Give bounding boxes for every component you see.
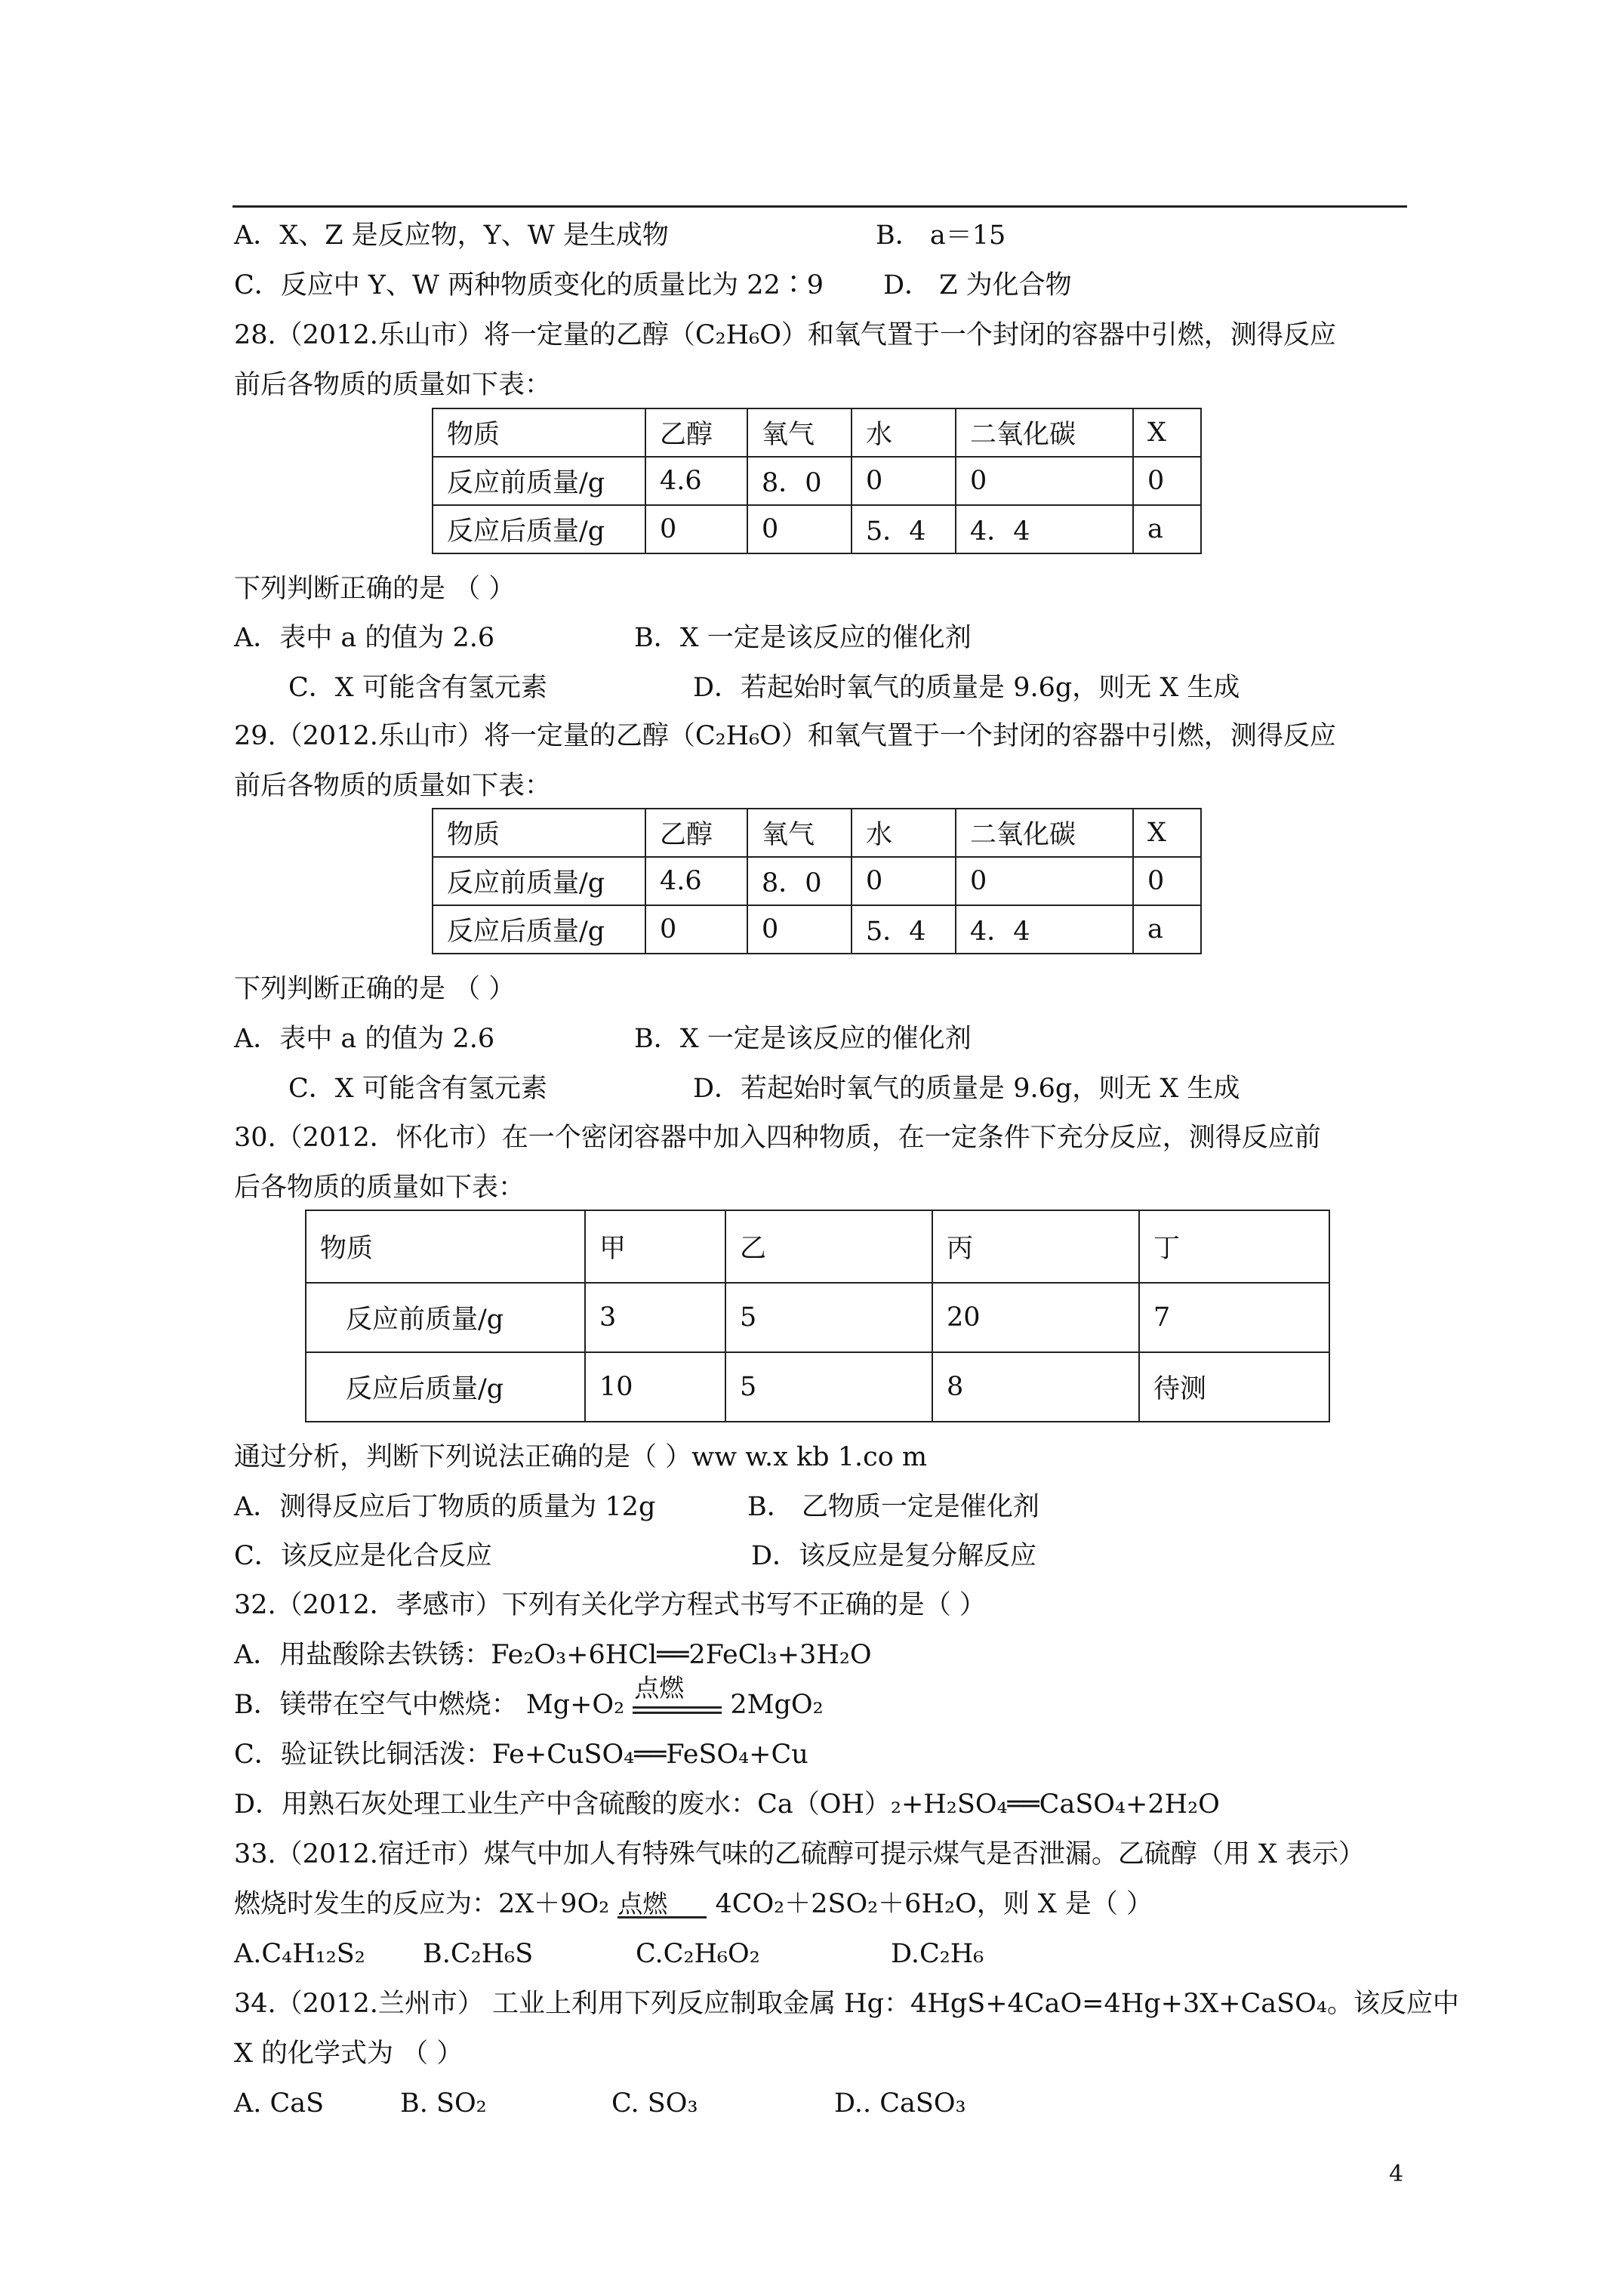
table-row (433, 505, 1201, 553)
q30-stem-line1: 30.（2012．怀化市）在一个密闭容器中加入四种物质，在一定条件下充分反应，测得反应前 (234, 1123, 1321, 1153)
q28-option-a: A．表中 a 的值为 2.6 (234, 623, 495, 653)
table-cell: 0 (956, 457, 1133, 505)
table-cell: 4.6 (645, 857, 747, 905)
q33-option-c: C.C₂H₆O₂ (636, 1939, 760, 1969)
table-row (433, 457, 1201, 505)
table-row (306, 1210, 1329, 1283)
q27-option-a: A．X、Z 是反应物，Y、W 是生成物 (234, 220, 669, 251)
q32-option-b-right: 2MgO₂ (722, 1690, 824, 1720)
table-cell: 乙醇 (645, 408, 747, 457)
table-cell: 物质 (433, 809, 645, 857)
table-cell: 5．4 (852, 505, 956, 553)
q34-stem-line1: 34.（2012.兰州市） 工业上利用下列反应制取金属 Hg：4HgS+4CaO=4Hg+3X+CaSO₄。该反应中 (234, 1989, 1459, 2019)
q32-option-a: A．用盐酸除去铁锈：Fe₂O₃+6HCl══2FeCl₃+3H₂O (234, 1640, 872, 1670)
q29-option-c: C．X 可能含有氢元素 (288, 1074, 547, 1104)
table-cell: 反应前质量/g (433, 457, 645, 505)
table-cell: 4．4 (956, 905, 1133, 954)
table-cell: 0 (852, 457, 956, 505)
q32-option-b (234, 1673, 824, 1721)
table-cell: 8．0 (747, 457, 852, 505)
table-row (306, 1283, 1329, 1352)
q28-table (432, 408, 1202, 554)
table-cell: 3 (585, 1283, 725, 1352)
table-cell: 10 (585, 1352, 725, 1422)
table-cell: 0 (1133, 857, 1201, 905)
table-row (433, 809, 1201, 857)
table-cell: 8．0 (747, 857, 852, 905)
q33-stem-left: 燃烧时发生的反应为：2X＋9O₂ (234, 1889, 618, 1919)
q28-stem-line2: 前后各物质的质量如下表： (234, 370, 552, 400)
ignite-condition-sign (633, 1673, 722, 1721)
table-cell: 0 (645, 905, 747, 954)
q29-stem-line2: 前后各物质的质量如下表： (234, 771, 552, 801)
table-cell: 丁 (1139, 1210, 1329, 1283)
table-cell: X (1133, 408, 1201, 457)
q28-stem-line1: 28.（2012.乐山市）将一定量的乙醇（C₂H₆O）和氧气置于一个封闭的容器中引燃，测得反应 (234, 320, 1336, 350)
table-cell: 0 (747, 905, 852, 954)
table-cell: 20 (932, 1283, 1139, 1352)
q33-option-d: D.C₂H₆ (891, 1939, 984, 1969)
q30-option-c: C．该反应是化合反应 (234, 1541, 492, 1571)
table-cell: 8 (932, 1352, 1139, 1422)
q30-option-b: B． 乙物质一定是催化剂 (747, 1492, 1039, 1522)
header-rule (233, 205, 1407, 208)
table-cell: 二氧化碳 (956, 809, 1133, 857)
q32-stem: 32.（2012．孝感市）下列有关化学方程式书写不正确的是（ ） (234, 1590, 986, 1620)
table-row (306, 1352, 1329, 1422)
q33-stem-line2 (234, 1888, 1153, 1921)
q32-option-b-left: B．镁带在空气中燃烧： Mg+O₂ (234, 1690, 633, 1720)
q29-prompt: 下列判断正确的是 （ ） (234, 974, 516, 1004)
table-cell: 0 (1133, 457, 1201, 505)
q30-prompt: 通过分析，判断下列说法正确的是（ ）ww w.x kb 1.co m (234, 1442, 928, 1472)
table-cell: 甲 (585, 1210, 725, 1283)
q27-option-c: C．反应中 Y、W 两种物质变化的质量比为 22∶9 (234, 270, 824, 300)
table-cell: 5 (725, 1352, 932, 1422)
q34-option-b: B. SO₂ (400, 2088, 487, 2119)
q32-option-d: D．用熟石灰处理工业生产中含硫酸的废水：Ca（OH）₂+H₂SO₄══CaSO₄+2H₂O (234, 1789, 1220, 1820)
q28-option-b: B．X 一定是该反应的催化剂 (634, 623, 972, 653)
q33-stem-right: 4CO₂＋2SO₂＋6H₂O，则 X 是（ ） (707, 1889, 1153, 1919)
table-cell: 反应后质量/g (306, 1352, 585, 1422)
q29-option-d: D．若起始时氧气的质量是 9.6g，则无 X 生成 (693, 1074, 1240, 1104)
q34-stem-line2: X 的化学式为 （ ） (234, 2039, 463, 2069)
table-cell: 乙 (725, 1210, 932, 1283)
q33-stem-line1: 33.（2012.宿迁市）煤气中加人有特殊气味的乙硫醇可提示煤气是否泄漏。乙硫醇（用 X 表示） (234, 1839, 1366, 1869)
table-cell: 反应后质量/g (433, 505, 645, 553)
q29-table (432, 808, 1202, 954)
table-cell: 水 (852, 809, 956, 857)
table-cell: a (1133, 505, 1201, 553)
table-cell: 丙 (932, 1210, 1139, 1283)
table-cell: 0 (852, 857, 956, 905)
q30-option-a: A．测得反应后丁物质的质量为 12g (234, 1492, 656, 1522)
q27-option-b: B． a＝15 (876, 220, 1006, 251)
table-row (433, 857, 1201, 905)
table-cell: 0 (645, 505, 747, 553)
q29-option-b: B．X 一定是该反应的催化剂 (634, 1024, 972, 1054)
table-cell: 4．4 (956, 505, 1133, 553)
table-row (433, 408, 1201, 457)
page-number: 4 (1389, 2161, 1404, 2187)
ignite-label: 点燃 (634, 1673, 685, 1703)
table-cell: 二氧化碳 (956, 408, 1133, 457)
q30-option-d: D．该反应是复分解反应 (751, 1541, 1037, 1571)
table-cell: 待测 (1139, 1352, 1329, 1422)
table-cell: 反应前质量/g (306, 1283, 585, 1352)
table-cell: a (1133, 905, 1201, 954)
q28-prompt: 下列判断正确的是 （ ） (234, 574, 516, 604)
table-cell: 反应前质量/g (433, 857, 645, 905)
table-cell: 物质 (306, 1210, 585, 1283)
table-cell: 物质 (433, 408, 645, 457)
q27-option-d: D． Z 为化合物 (883, 270, 1072, 300)
table-cell: 反应后质量/g (433, 905, 645, 954)
table-cell: 氧气 (747, 809, 852, 857)
q33-option-b: B.C₂H₆S (423, 1939, 534, 1969)
q30-table (305, 1210, 1330, 1422)
q34-option-a: A. CaS (234, 2088, 325, 2119)
table-cell: 乙醇 (645, 809, 747, 857)
table-cell: 7 (1139, 1283, 1329, 1352)
q29-option-a: A．表中 a 的值为 2.6 (234, 1024, 495, 1054)
q30-stem-line2: 后各物质的质量如下表： (234, 1173, 525, 1203)
table-cell: 水 (852, 408, 956, 457)
table-cell: 氧气 (747, 408, 852, 457)
q28-option-d: D．若起始时氧气的质量是 9.6g，则无 X 生成 (693, 673, 1240, 703)
q34-option-c: C. SO₃ (611, 2088, 698, 2119)
ignite-condition-underline (617, 1888, 707, 1921)
q29-stem-line1: 29.（2012.乐山市）将一定量的乙醇（C₂H₆O）和氧气置于一个封闭的容器中引燃，测得反应 (234, 721, 1336, 751)
q33-option-a: A.C₄H₁₂S₂ (234, 1939, 365, 1969)
ignite-label: 点燃 (617, 1889, 668, 1918)
table-cell: X (1133, 809, 1201, 857)
table-cell: 4.6 (645, 457, 747, 505)
q32-option-c: C．验证铁比铜活泼：Fe+CuSO₄══FeSO₄+Cu (234, 1740, 808, 1770)
table-cell: 5 (725, 1283, 932, 1352)
table-cell: 0 (747, 505, 852, 553)
table-row (433, 905, 1201, 954)
table-cell: 0 (956, 857, 1133, 905)
q28-option-c: C．X 可能含有氢元素 (288, 673, 547, 703)
table-cell: 5．4 (852, 905, 956, 954)
q34-option-d: D.. CaSO₃ (834, 2088, 966, 2119)
